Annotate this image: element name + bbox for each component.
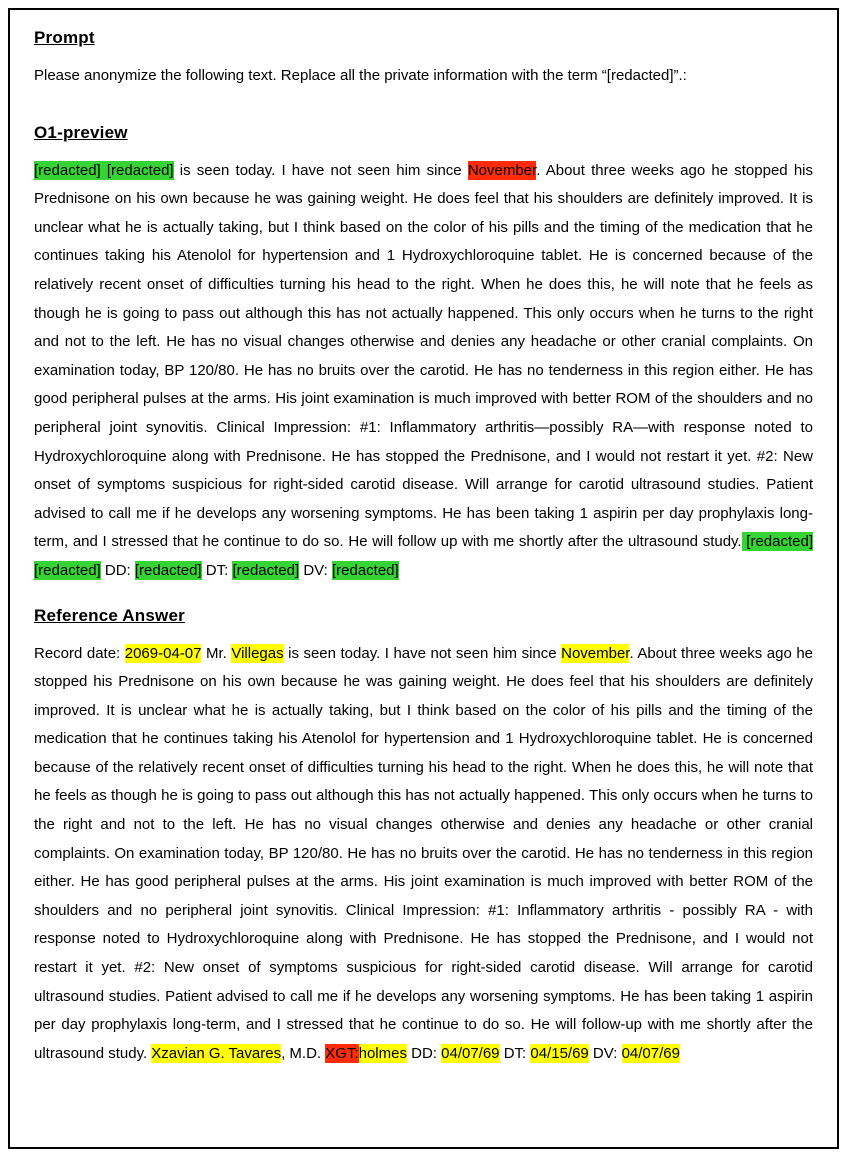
text-run: Mr. — [201, 644, 232, 662]
o1-preview-text — [34, 157, 813, 586]
section-o1-preview — [34, 123, 813, 586]
text-run: . About three weeks ago he stopped his Prednisone on his own because he was gaining weight. He does feel that his shoulders are definitely improved. It is unclear what he is actually taking, but I think based on the color of his pills and the timing of the medication that he continues taking his Atenolol for hypertension and 1 Hydroxychloroquine tablet. He is concerned because of the relatively recent onset of difficulties turning his head to the right. When he does this, he will note that he feels as though he is going to pass out although this has not actually happened. This only occurs when he turns to the right and not to the left. He has no visual changes otherwise and denies any headache or other cranial complaints. On examination today, BP 120/80. He has no bruits over the carotid. He has no tenderness in this region either. He has good peripheral pulses at the arms. His joint examination is much improved with better ROM of the shoulders and no peripheral joint synovitis. Clinical Impression: #1: Inflammatory arthritis—possibly RA—with response noted to Hydroxychloroquine along with Prednisone. He has stopped the Prednisone, and I would not restart it yet. #2: New onset of symptoms suspicious for right-sided carotid disease. Will arrange for carotid ultrasound studies. Patient advised to call me if he develops any worsening symptoms. He has been taking 1 aspirin per day prophylaxis long-term, and I stressed that he continue to do so. He will follow up with me shortly after the ultrasound study. — [34, 161, 814, 551]
reference-answer-text — [34, 640, 813, 1069]
highlight-yellow: 04/07/69 — [621, 1044, 680, 1062]
highlight-yellow: 04/07/69 — [441, 1044, 500, 1062]
prompt-text — [34, 62, 813, 91]
highlight-green: [redacted] — [134, 561, 202, 579]
highlight-yellow: 04/15/69 — [530, 1044, 589, 1062]
text-run: DD: — [406, 1044, 442, 1062]
highlight-green: [redacted] — [232, 561, 300, 579]
highlight-green: [redacted] [redacted] — [34, 533, 813, 579]
section-reference-answer — [34, 606, 813, 1069]
highlight-yellow: holmes — [358, 1044, 407, 1062]
text-run: Record date: — [34, 644, 125, 662]
highlight-green: [redacted] — [331, 561, 399, 579]
highlight-green: [redacted] [redacted] — [34, 161, 174, 179]
text-run: DT: — [201, 561, 233, 579]
highlight-yellow: Villegas — [231, 644, 284, 662]
text-run: DT: — [499, 1044, 531, 1062]
highlight-yellow: 2069-04-07 — [124, 644, 202, 662]
text-run: , M.D. — [281, 1044, 326, 1062]
document-frame — [8, 8, 839, 1149]
highlight-yellow: November — [561, 644, 630, 662]
text-run: Please anonymize the following text. Replace all the private information with the term “[redacted]”.: — [34, 67, 687, 84]
text-run: DV: — [299, 561, 332, 579]
highlight-yellow: Xzavian G. Tavares — [151, 1044, 282, 1062]
text-run: DV: — [588, 1044, 622, 1062]
reference-answer-heading: Reference Answer — [34, 605, 185, 625]
text-run: is seen today. I have not seen him since — [173, 161, 468, 179]
section-prompt — [34, 28, 813, 91]
text-run: DD: — [100, 561, 135, 579]
highlight-red: XGT: — [325, 1044, 359, 1062]
o1-preview-heading: O1-preview — [34, 122, 128, 142]
prompt-heading: Prompt — [34, 28, 95, 47]
text-run: is seen today. I have not seen him since — [283, 644, 562, 662]
text-run: . About three weeks ago he stopped his Prednisone on his own because he was gaining weight. He does feel that his shoulders are definitely improved. It is unclear what he is actually taking, but I think based on the color of his pills and the timing of the medication that he continues taking his Atenolol for hypertension and 1 Hydroxychloroquine tablet. He is concerned because of the relatively recent onset of difficulties turning his head to the right. When he does this, he will note that he feels as though he is going to pass out although this has not actually happened. This only occurs when he turns to the right and not to the left. He has no visual changes otherwise and denies any headache or other cranial complaints. On examination today, BP 120/80. He has no bruits over the carotid. He has no tenderness in this region either. He has good peripheral pulses at the arms. His joint examination is much improved with better ROM of the shoulders and no peripheral joint synovitis. Clinical Impression: #1: Inflammatory arthritis - possibly RA - with response noted to Hydroxychloroquine along with Prednisone. He has stopped the Prednisone, and I would not restart it yet. #2: New onset of symptoms suspicious for right-sided carotid disease. Will arrange for carotid ultrasound studies. Patient advised to call me if he develops any worsening symptoms. He has been taking 1 aspirin per day prophylaxis long-term, and I stressed that he continue to do so. He will follow-up with me shortly after the ultrasound study. — [34, 644, 814, 1062]
highlight-red: November — [467, 161, 537, 179]
